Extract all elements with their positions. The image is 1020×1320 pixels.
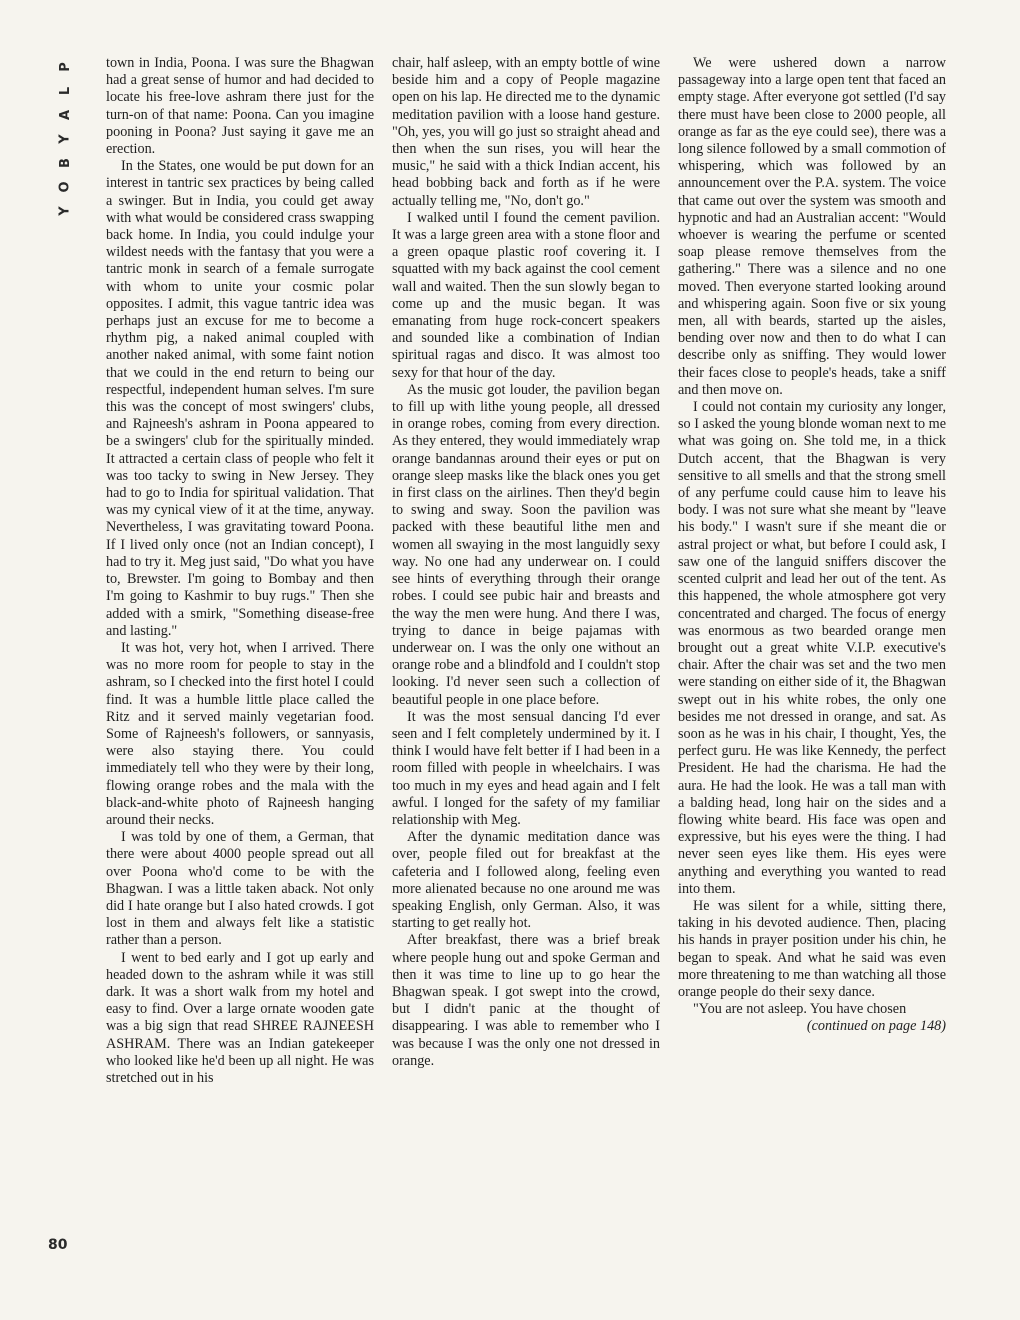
masthead-letter: A <box>58 109 73 121</box>
page-number: 80 <box>48 1237 68 1253</box>
masthead-letter: L <box>57 86 73 96</box>
masthead-letter: Y <box>57 206 73 216</box>
paragraph: I went to bed early and I got up early and headed down to the ashram while it was still dark. It was a short walk from my hotel and easy to find. Over a large ornate wooden gate was a big sign that read SHREE RAJNEESH ASHRAM. There was an Indian gatekeeper who looked like he'd been up all night. He was stretched out in his <box>106 949 374 1086</box>
paragraph: He was silent for a while, sitting there, taking in his devoted audience. Then, placing his hands in prayer position under his chin, he began to speak. And what he said was even more threatening to me than watching all those orange people do their sexy dance. <box>678 897 946 1000</box>
magazine-masthead <box>52 55 80 223</box>
text-column-3 <box>678 55 946 1265</box>
paragraph: After breakfast, there was a brief break where people hung out and spoke German and then it was time to line up to go hear the Bhagwan speak. I got swept into the crowd, but I didn't panic at the thought of disappearing. I was able to remember who I was because I was the only one not dressed in orange. <box>392 932 660 1069</box>
paragraph: I could not contain my curiosity any longer, so I asked the young blonde woman next to me what was going on. She told me, in a thick Dutch accent, that the Bhagwan is very sensitive to all smells and that the strong smell of any perfume could cause him to leave his body. I was not sure what she meant by "leave his body." I wasn't sure if she meant die or astral project or what, but before I could ask, I saw one of the languid sniffers discover the scented culprit and lead her out of the tent. As this happened, the whole atmosphere got very concentrated and charged. The focus of energy was enormous as two bearded orange men brought out a great white V.I.P. executive's chair. After the chair was set and the two men were standing on either side of it, the Bhagwan swept out in his white robes, the only one besides me not dressed in orange, and sat. As soon as he was in his chair, I thought, Yes, the perfect guru. He was like Kennedy, the perfect President. He had the charisma. He had the aura. He had the look. He was a tall man with a balding head, long hair on the sides and a flowing white beard. His face was open and expressive, but his eyes were the thing. I had never seen eyes like them. His eyes were anything and everything you wanted to read into them. <box>678 399 946 897</box>
paragraph: After the dynamic meditation dance was over, people filed out for breakfast at the cafeteria and I followed along, feeling even more alienated because no one around me was speaking English, only German. Also, it was starting to get really hot. <box>392 829 660 932</box>
paragraph: As the music got louder, the pavilion began to fill up with lithe young people, all dressed in orange robes, coming from every direction. As they entered, they would immediately wrap orange bandannas around their eyes or put on orange sleep masks like the black ones you get in first class on the airlines. Then they'd begin to swing and sway. Soon the pavilion was packed with these beautiful lithe men and women all swaying in the most languidly sexy way. No one had any underwear on. I could see hints of everything through their orange robes. I could see pubic hair and breasts and the way the men were hung. And there I was, trying to dance in beige pajamas with underwear on. I was the only one without an orange robe and a blindfold and I couldn't stop looking. I'd never seen such a collection of beautiful people in one place before. <box>392 381 660 708</box>
paragraph: It was the most sensual dancing I'd ever seen and I felt completely undermined by it. I think I would have felt better if I had been in a room filled with people in wheelchairs. I was too much in my eyes and head again and I felt awful. I longed for the safety of my familiar relationship with Meg. <box>392 708 660 828</box>
paragraph: We were ushered down a narrow passageway into a large open tent that faced an empty stage. After everyone got settled (I'd say there must have been close to 2000 people, all orange as far as the eye could see), there was a long silence followed by a small commotion of whispering, which was followed by an announcement over the P.A. system. The voice that came out over the system was smooth and hypnotic and had an Australian accent: "Would whoever is wearing the perfume or scented soap please remove themselves from the gathering." There was a silence and no one moved. Then everyone started looking around and whispering again. Soon five or six young men, all with beards, started up the aisles, bending over now and then to do what I can describe only as sniffing. They would lower their faces close to people's heads, take a sniff and then move on. <box>678 55 946 398</box>
continued-note: (continued on page 148) <box>806 1018 946 1035</box>
paragraph: town in India, Poona. I was sure the Bhagwan had a great sense of humor and had decided to locate his free-love ashram there just for the turn-on of that name: Poona. Can you imagine pooning in Poona? Just saying it gave me an erection. <box>106 55 374 158</box>
paragraph: It was hot, very hot, when I arrived. There was no more room for people to stay in the ashram, so I checked into the first hotel I could find. It was a humble little place called the Ritz and it served mainly vegetarian food. Some of Rajneesh's followers, or sannyasis, were also staying there. You could immediately tell who they were by their long, flowing orange robes and the mala with the black-and-white photo of Rajneesh hanging around their necks. <box>106 639 374 828</box>
paragraph: I was told by one of them, a German, that there were about 4000 people spread out all over Poona who'd come to be with the Bhagwan. I was a little taken aback. Not only did I hate orange but I also hated crowds. I got lost in them and always felt like a statistic rather than a person. <box>106 829 374 949</box>
paragraph: I walked until I found the cement pavilion. It was a large green area with a stone floor and a green opaque plastic roof covering it. I squatted with my back against the cool cement wall and waited. Then the sun slowly began to come up and the music began. It was emanating from huge rock-concert speakers and sounded like a combination of Indian spiritual ragas and disco. It was almost too sexy for that hour of the day. <box>392 209 660 381</box>
text-column-2 <box>392 55 660 1265</box>
masthead-letter: B <box>57 158 73 168</box>
paragraph: In the States, one would be put down for an interest in tantric sex practices by being called a swinger. But in India, you could get away with what would be considered crass swapping back home. In India, you could indulge your wildest needs with the fantasy that you were a tantric monk in search of a female surrogate with whom to unite your cosmic polar opposites. I admit, this vague tantric idea was perhaps just an excuse for me to become a rhythm pig, a naked animal coupled with another naked animal, with some faint notion that we could in the end return to being our respectful, independent human selves. I'm sure this was the concept of most swingers' clubs, and Rajneesh's ashram in Poona appeared to be a swingers' club for the spiritually minded. It attracted a certain class of people who felt it was too tacky to swing in New Jersey. They had to go to India for spiritual validation. That was my cynical view of it at the time, anyway. Nevertheless, I was gravitating toward Poona. If I lived only once (not an Indian concept), I had to try it. Meg just said, "Do what you have to, Brewster. I'm going to Bombay and then I'm going to Kashmir to buy rugs." Then she added with a smirk, "Something disease-free and lasting." <box>106 158 374 639</box>
masthead-letter: P <box>58 62 73 72</box>
paragraph: "You are not asleep. You have chosen <box>693 1001 907 1018</box>
paragraph: chair, half asleep, with an empty bottle of wine beside him and a copy of People magazine open on his lap. He directed me to the dynamic meditation pavilion with a loose hand gesture. "Oh, yes, you will go just so straight ahead and then when the sun rises, you will hear the music," he said with a thick Indian accent, his head bobbing back and forth as if he were actually telling me, "No, don't go." <box>392 55 660 209</box>
text-column-1 <box>106 55 374 1265</box>
masthead-letter: O <box>58 181 73 193</box>
masthead-letter: Y <box>57 134 73 144</box>
